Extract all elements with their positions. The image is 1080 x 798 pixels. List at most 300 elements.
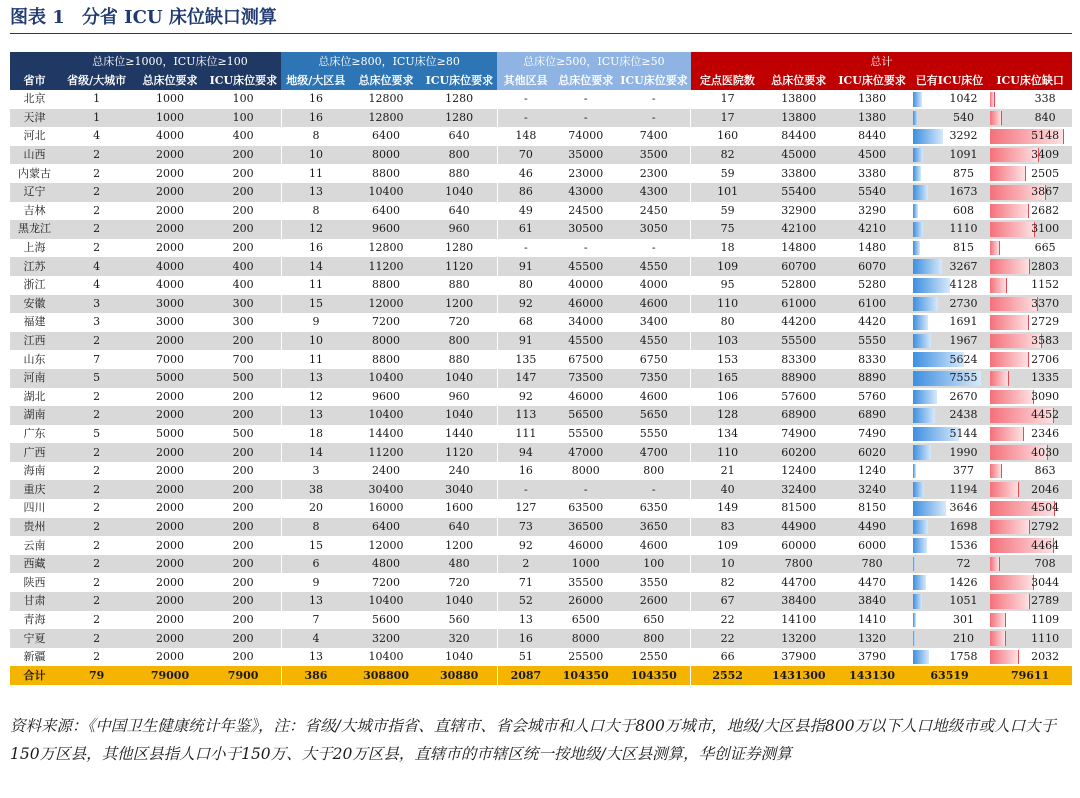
bar-value: 1110: [949, 222, 978, 236]
province-cell: 湖南: [10, 406, 59, 425]
value-cell: 6500: [554, 611, 617, 630]
value-cell: 8800: [350, 276, 421, 295]
bar-value: 4464: [1031, 538, 1060, 552]
value-cell: 92: [497, 388, 554, 407]
value-cell: 1000: [554, 555, 617, 574]
value-cell: 880: [422, 276, 497, 295]
column-header: 总床位要求: [134, 71, 205, 90]
figure-number: 图表 1: [10, 7, 65, 28]
value-cell: 17: [691, 109, 764, 128]
value-cell: 700: [206, 350, 281, 369]
value-cell: 30880: [422, 666, 497, 685]
value-cell: 113: [497, 406, 554, 425]
province-cell: 内蒙古: [10, 164, 59, 183]
table-row: [10, 276, 1072, 295]
value-cell: 12000: [350, 295, 421, 314]
bar-value: 5624: [949, 352, 978, 366]
icu-gap-bar-cell: [988, 90, 1072, 109]
province-cell: 宁夏: [10, 629, 59, 648]
bar-value: 338: [1034, 92, 1056, 106]
value-cell: 7200: [350, 573, 421, 592]
value-cell: 2552: [691, 666, 764, 685]
bar-value: 3044: [1031, 575, 1060, 589]
total-label: 合计: [10, 666, 59, 685]
value-cell: 71: [497, 573, 554, 592]
bar-value: 1091: [949, 148, 978, 162]
existing-icu-bar-cell: [911, 90, 988, 109]
value-cell: 200: [206, 388, 281, 407]
bar-value: 1042: [949, 92, 978, 106]
value-cell: 25500: [554, 648, 617, 667]
value-cell: 200: [206, 573, 281, 592]
existing-icu-bar: [913, 204, 918, 219]
value-cell: 13200: [764, 629, 833, 648]
value-cell: 7000: [134, 350, 205, 369]
value-cell: 61000: [764, 295, 833, 314]
value-cell: 13: [281, 592, 350, 611]
value-cell: 3290: [833, 202, 910, 221]
icu-gap-bar-cell: [988, 406, 1072, 425]
table-row: [10, 146, 1072, 165]
value-cell: 7800: [764, 555, 833, 574]
value-cell: 2: [59, 220, 134, 239]
value-cell: 15: [281, 536, 350, 555]
value-cell: 2000: [134, 480, 205, 499]
value-cell: -: [497, 90, 554, 109]
value-cell: 61: [497, 220, 554, 239]
value-cell: 13: [497, 611, 554, 630]
value-cell: 104350: [617, 666, 690, 685]
table-row: [10, 183, 1072, 202]
value-cell: 200: [206, 164, 281, 183]
existing-icu-bar-cell: [911, 146, 988, 165]
value-cell: 6750: [617, 350, 690, 369]
value-cell: 2: [59, 480, 134, 499]
value-cell: 46000: [554, 536, 617, 555]
existing-icu-bar-cell: [911, 592, 988, 611]
value-cell: 12000: [350, 536, 421, 555]
value-cell: 200: [206, 629, 281, 648]
value-cell: 8: [281, 518, 350, 537]
icu-gap-bar-cell: [988, 629, 1072, 648]
table-row: [10, 555, 1072, 574]
value-cell: 21: [691, 462, 764, 481]
value-cell: 2000: [134, 648, 205, 667]
icu-gap-bar: [990, 557, 1000, 572]
value-cell: 10400: [350, 369, 421, 388]
value-cell: 320: [422, 629, 497, 648]
value-cell: 5000: [134, 425, 205, 444]
value-cell: 127: [497, 499, 554, 518]
value-cell: 1280: [422, 239, 497, 258]
value-cell: 200: [206, 332, 281, 351]
province-cell: 青海: [10, 611, 59, 630]
value-cell: 800: [617, 462, 690, 481]
table-row: [10, 90, 1072, 109]
value-cell: 9600: [350, 388, 421, 407]
value-cell: 1380: [833, 109, 910, 128]
bar-value: 1967: [949, 334, 978, 348]
icu-gap-bar-cell: [988, 425, 1072, 444]
table-row: [10, 480, 1072, 499]
value-cell: 5: [59, 425, 134, 444]
existing-icu-bar: [913, 241, 920, 256]
value-cell: 2300: [617, 164, 690, 183]
value-cell: 165: [691, 369, 764, 388]
value-cell: 5760: [833, 388, 910, 407]
existing-icu-bar-cell: [911, 518, 988, 537]
value-cell: 386: [281, 666, 350, 685]
icu-gap-bar-cell: [988, 257, 1072, 276]
icu-gap-bar-cell: [988, 536, 1072, 555]
value-cell: 100: [617, 555, 690, 574]
value-cell: 63519: [911, 666, 988, 685]
column-header: ICU床位缺口: [988, 71, 1072, 90]
value-cell: 5550: [833, 332, 910, 351]
value-cell: 3000: [134, 313, 205, 332]
table-row: [10, 257, 1072, 276]
existing-icu-bar-cell: [911, 257, 988, 276]
value-cell: 2400: [350, 462, 421, 481]
value-cell: 200: [206, 202, 281, 221]
column-header: 总床位要求: [350, 71, 421, 90]
value-cell: 960: [422, 388, 497, 407]
existing-icu-bar-cell: [911, 462, 988, 481]
bar-value: 4504: [1031, 501, 1060, 515]
existing-icu-bar: [913, 631, 915, 646]
value-cell: 3050: [617, 220, 690, 239]
value-cell: 95: [691, 276, 764, 295]
bar-value: 2046: [1031, 482, 1060, 496]
province-cell: 湖北: [10, 388, 59, 407]
value-cell: 2: [59, 518, 134, 537]
existing-icu-bar-cell: [911, 332, 988, 351]
value-cell: 200: [206, 555, 281, 574]
value-cell: 16: [497, 462, 554, 481]
column-header: 总床位要求: [554, 71, 617, 90]
icu-gap-bar: [990, 92, 995, 107]
value-cell: 3: [59, 313, 134, 332]
value-cell: 67500: [554, 350, 617, 369]
bar-value: 608: [953, 203, 975, 217]
value-cell: 35500: [554, 573, 617, 592]
icu-gap-bar-cell: [988, 127, 1072, 146]
value-cell: 80: [497, 276, 554, 295]
value-cell: 12800: [350, 109, 421, 128]
value-cell: 73: [497, 518, 554, 537]
value-cell: 8: [281, 127, 350, 146]
value-cell: 15: [281, 295, 350, 314]
value-cell: 14100: [764, 611, 833, 630]
value-cell: 70: [497, 146, 554, 165]
group-header-total: 总计: [691, 52, 1072, 71]
value-cell: 13800: [764, 109, 833, 128]
value-cell: 2: [59, 573, 134, 592]
bar-value: 2346: [1031, 426, 1060, 440]
bar-value: 3646: [949, 501, 978, 515]
value-cell: 55500: [554, 425, 617, 444]
value-cell: 1240: [833, 462, 910, 481]
bar-value: 3583: [1031, 334, 1060, 348]
value-cell: 13: [281, 183, 350, 202]
value-cell: 134: [691, 425, 764, 444]
value-cell: 8: [281, 202, 350, 221]
table-row: [10, 127, 1072, 146]
icu-gap-bar-cell: [988, 518, 1072, 537]
value-cell: 149: [691, 499, 764, 518]
icu-gap-bar: [990, 464, 1002, 479]
value-cell: 200: [206, 239, 281, 258]
value-cell: 400: [206, 276, 281, 295]
value-cell: -: [497, 239, 554, 258]
province-cell: 浙江: [10, 276, 59, 295]
value-cell: 2: [59, 629, 134, 648]
value-cell: 4: [59, 257, 134, 276]
value-cell: 7400: [617, 127, 690, 146]
value-cell: 24500: [554, 202, 617, 221]
province-cell: 江西: [10, 332, 59, 351]
value-cell: 10: [281, 146, 350, 165]
table-row: [10, 443, 1072, 462]
value-cell: 200: [206, 220, 281, 239]
value-cell: 44900: [764, 518, 833, 537]
value-cell: 67: [691, 592, 764, 611]
value-cell: 10400: [350, 648, 421, 667]
value-cell: 6400: [350, 518, 421, 537]
value-cell: 16: [281, 109, 350, 128]
total-row: [10, 666, 1072, 685]
value-cell: 82: [691, 146, 764, 165]
icu-gap-bar-cell: [988, 499, 1072, 518]
existing-icu-bar-cell: [911, 369, 988, 388]
value-cell: 135: [497, 350, 554, 369]
province-cell: 甘肃: [10, 592, 59, 611]
existing-icu-bar: [913, 166, 921, 181]
value-cell: 1120: [422, 443, 497, 462]
value-cell: 9600: [350, 220, 421, 239]
source-note: 资料来源：《中国卫生健康统计年鉴》，注：省级/大城市指省、直辖市、省会城市和人口大于800万城市，地级/大区县指800万以下人口地级市或人口大于150万区县，其他区县指人口小于150万、大于20万区县，直辖市的市辖区统一按地级/大区县测算，华创证券测算: [10, 717, 1057, 763]
province-cell: 贵州: [10, 518, 59, 537]
value-cell: 13: [281, 648, 350, 667]
table-row: [10, 202, 1072, 221]
value-cell: 500: [206, 425, 281, 444]
value-cell: 45000: [764, 146, 833, 165]
value-cell: 2: [59, 611, 134, 630]
icu-gap-bar-cell: [988, 146, 1072, 165]
value-cell: 46000: [554, 388, 617, 407]
table-row: [10, 369, 1072, 388]
value-cell: 1000: [134, 90, 205, 109]
value-cell: 11200: [350, 257, 421, 276]
icu-gap-bar-cell: [988, 109, 1072, 128]
value-cell: 4: [281, 629, 350, 648]
value-cell: 1600: [422, 499, 497, 518]
value-cell: 1320: [833, 629, 910, 648]
value-cell: 13: [281, 369, 350, 388]
icu-gap-bar-cell: [988, 573, 1072, 592]
value-cell: 86: [497, 183, 554, 202]
value-cell: 68: [497, 313, 554, 332]
value-cell: 91: [497, 332, 554, 351]
value-cell: 5280: [833, 276, 910, 295]
value-cell: 2000: [134, 462, 205, 481]
value-cell: 6400: [350, 202, 421, 221]
column-header: 省级/大城市: [59, 71, 134, 90]
column-header: 已有ICU床位: [911, 71, 988, 90]
value-cell: 640: [422, 202, 497, 221]
value-cell: 640: [422, 518, 497, 537]
value-cell: 110: [691, 295, 764, 314]
value-cell: 2000: [134, 332, 205, 351]
value-cell: 6350: [617, 499, 690, 518]
province-cell: 安徽: [10, 295, 59, 314]
bar-value: 377: [953, 464, 975, 478]
province-cell: 四川: [10, 499, 59, 518]
bar-value: 2032: [1031, 650, 1060, 664]
value-cell: 3550: [617, 573, 690, 592]
existing-icu-bar-cell: [911, 648, 988, 667]
value-cell: 109: [691, 536, 764, 555]
table-row: [10, 332, 1072, 351]
bar-value: 1152: [1031, 278, 1060, 292]
existing-icu-bar-cell: [911, 480, 988, 499]
value-cell: 8440: [833, 127, 910, 146]
bar-value: 2803: [1031, 259, 1060, 273]
table-row: [10, 164, 1072, 183]
value-cell: 200: [206, 480, 281, 499]
value-cell: 8800: [350, 350, 421, 369]
existing-icu-bar: [913, 594, 922, 609]
value-cell: 640: [422, 127, 497, 146]
province-cell: 辽宁: [10, 183, 59, 202]
value-cell: 200: [206, 648, 281, 667]
existing-icu-bar: [913, 613, 916, 628]
column-header-row: [10, 71, 1072, 90]
value-cell: 2000: [134, 220, 205, 239]
table-row: [10, 109, 1072, 128]
value-cell: 32900: [764, 202, 833, 221]
table-body: [10, 90, 1072, 685]
bar-value: 2792: [1031, 519, 1060, 533]
existing-icu-bar-cell: [911, 295, 988, 314]
bar-value: 1051: [949, 594, 978, 608]
bar-value: 5148: [1031, 129, 1060, 143]
value-cell: 104350: [554, 666, 617, 685]
value-cell: 82: [691, 573, 764, 592]
column-header: 省市: [10, 71, 59, 90]
value-cell: 6400: [350, 127, 421, 146]
value-cell: 4: [59, 276, 134, 295]
value-cell: 3040: [422, 480, 497, 499]
value-cell: -: [617, 90, 690, 109]
bar-value: 2730: [949, 296, 978, 310]
existing-icu-bar-cell: [911, 183, 988, 202]
value-cell: -: [497, 109, 554, 128]
value-cell: 79611: [988, 666, 1072, 685]
table-row: [10, 536, 1072, 555]
value-cell: 2000: [134, 555, 205, 574]
column-header: 其他区县: [497, 71, 554, 90]
existing-icu-bar: [913, 111, 918, 126]
value-cell: 10: [281, 332, 350, 351]
value-cell: 4210: [833, 220, 910, 239]
value-cell: 147: [497, 369, 554, 388]
existing-icu-bar-cell: [911, 202, 988, 221]
value-cell: 7: [59, 350, 134, 369]
value-cell: 10400: [350, 183, 421, 202]
bar-value: 2505: [1031, 166, 1060, 180]
value-cell: 2: [59, 164, 134, 183]
value-cell: 2: [59, 406, 134, 425]
value-cell: 1200: [422, 536, 497, 555]
value-cell: 32400: [764, 480, 833, 499]
value-cell: 153: [691, 350, 764, 369]
bar-value: 4030: [1031, 445, 1060, 459]
value-cell: 3650: [617, 518, 690, 537]
value-cell: 47000: [554, 443, 617, 462]
value-cell: 45500: [554, 332, 617, 351]
value-cell: 16: [497, 629, 554, 648]
value-cell: 26000: [554, 592, 617, 611]
existing-icu-bar-cell: [911, 443, 988, 462]
value-cell: 3240: [833, 480, 910, 499]
value-cell: 650: [617, 611, 690, 630]
value-cell: 1040: [422, 648, 497, 667]
value-cell: 3500: [617, 146, 690, 165]
bar-value: 3409: [1031, 148, 1060, 162]
value-cell: 2000: [134, 499, 205, 518]
value-cell: 200: [206, 443, 281, 462]
value-cell: 2600: [617, 592, 690, 611]
value-cell: 30400: [350, 480, 421, 499]
value-cell: 148: [497, 127, 554, 146]
existing-icu-bar-cell: [911, 164, 988, 183]
value-cell: 16: [281, 239, 350, 258]
value-cell: 7490: [833, 425, 910, 444]
value-cell: 4490: [833, 518, 910, 537]
value-cell: 2450: [617, 202, 690, 221]
province-cell: 广东: [10, 425, 59, 444]
value-cell: 68900: [764, 406, 833, 425]
group-header-row: [10, 52, 1072, 71]
icu-gap-bar-cell: [988, 350, 1072, 369]
value-cell: 2: [59, 183, 134, 202]
value-cell: 22: [691, 611, 764, 630]
value-cell: 4500: [833, 146, 910, 165]
province-cell: 山西: [10, 146, 59, 165]
value-cell: 12: [281, 388, 350, 407]
existing-icu-bar-cell: [911, 109, 988, 128]
value-cell: 40000: [554, 276, 617, 295]
bar-value: 5144: [949, 426, 978, 440]
bar-value: 3292: [949, 129, 978, 143]
value-cell: 4600: [617, 536, 690, 555]
value-cell: 3: [281, 462, 350, 481]
bar-value: 1673: [949, 185, 978, 199]
value-cell: 16000: [350, 499, 421, 518]
value-cell: 14400: [350, 425, 421, 444]
existing-icu-bar-cell: [911, 239, 988, 258]
value-cell: 6020: [833, 443, 910, 462]
table-row: [10, 406, 1072, 425]
value-cell: 4: [59, 127, 134, 146]
table-row: [10, 350, 1072, 369]
table-row: [10, 499, 1072, 518]
bar-value: 863: [1034, 464, 1056, 478]
value-cell: 36500: [554, 518, 617, 537]
value-cell: 83300: [764, 350, 833, 369]
value-cell: 2000: [134, 443, 205, 462]
